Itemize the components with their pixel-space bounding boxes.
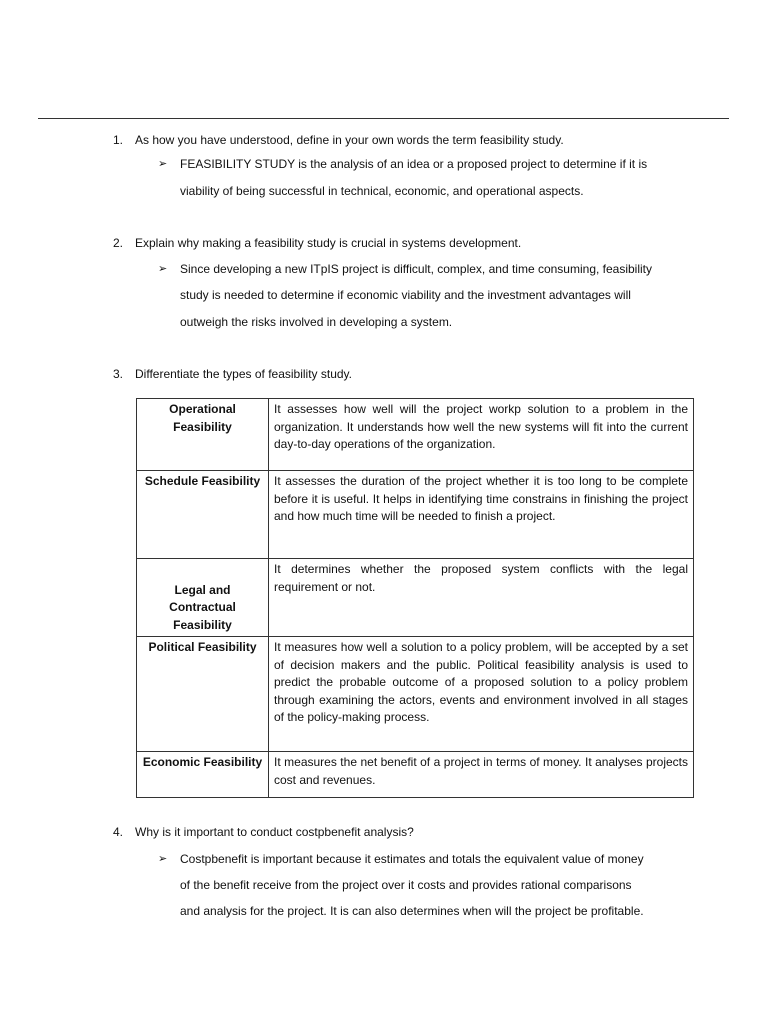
feasibility-type: Legal and Contractual Feasibility — [137, 559, 269, 637]
question-number: 3. — [113, 367, 124, 381]
arrow-bullet-icon: ➢ — [158, 158, 168, 170]
feasibility-description: It determines whether the proposed system conflicts with the legal requirement or not. — [269, 559, 694, 637]
question-text: Why is it important to conduct costpbenefit analysis? — [135, 825, 414, 839]
header-rule — [38, 118, 729, 119]
table-row — [137, 399, 694, 471]
question-number: 2. — [113, 236, 124, 250]
table-row — [137, 752, 694, 798]
question-text: Differentiate the types of feasibility study. — [135, 367, 353, 381]
feasibility-description: It measures how well a solution to a policy problem, will be accepted by a set of decision makers and the public. Political feasibility analysis is used to predict the probable outcome of a proposed solution to a policy problem through examining the actors, events and environment involved in all stages of the policy-making process. — [269, 637, 694, 752]
feasibility-type: Economic Feasibility — [137, 752, 269, 798]
answer-line: outweigh the risks involved in developing a system. — [180, 315, 453, 329]
answer-line: FEASIBILITY STUDY is the analysis of an idea or a proposed project to determine if it is — [180, 157, 648, 171]
feasibility-description: It assesses how well will the project workp solution to a problem in the organization. It understands how well the new systems will fit into the current day-to-day operations of the organization. — [269, 399, 694, 471]
question-text: As how you have understood, define in your own words the term feasibility study. — [135, 133, 564, 147]
feasibility-type: Schedule Feasibility — [137, 471, 269, 559]
feasibility-type: Political Feasibility — [137, 637, 269, 752]
answer-line: and analysis for the project. It is can also determines when will the project be profitable. — [180, 904, 644, 918]
answer-line: study is needed to determine if economic viability and the investment advantages will — [180, 288, 631, 302]
feasibility-description: It assesses the duration of the project whether it is too long to be complete before it is useful. It helps in identifying time constrains in finishing the project and how much time will be needed to finish a project. — [269, 471, 694, 559]
table-row — [137, 559, 694, 637]
feasibility-type: Operational Feasibility — [137, 399, 269, 471]
feasibility-description: It measures the net benefit of a project in terms of money. It analyses projects cost and revenues. — [269, 752, 694, 798]
question-number: 4. — [113, 825, 124, 839]
feasibility-table — [136, 398, 694, 798]
table-row — [137, 637, 694, 752]
arrow-bullet-icon: ➢ — [158, 263, 168, 275]
answer-line: viability of being successful in technical, economic, and operational aspects. — [180, 184, 584, 198]
answer-line: of the benefit receive from the project over it costs and provides rational comparisons — [180, 878, 632, 892]
answer-line: Since developing a new ITpIS project is difficult, complex, and time consuming, feasibility — [180, 262, 653, 276]
arrow-bullet-icon: ➢ — [158, 853, 168, 865]
answer-line: Costpbenefit is important because it estimates and totals the equivalent value of money — [180, 852, 644, 866]
table-row — [137, 471, 694, 559]
question-number: 1. — [113, 133, 124, 147]
question-text: Explain why making a feasibility study is crucial in systems development. — [135, 236, 522, 250]
